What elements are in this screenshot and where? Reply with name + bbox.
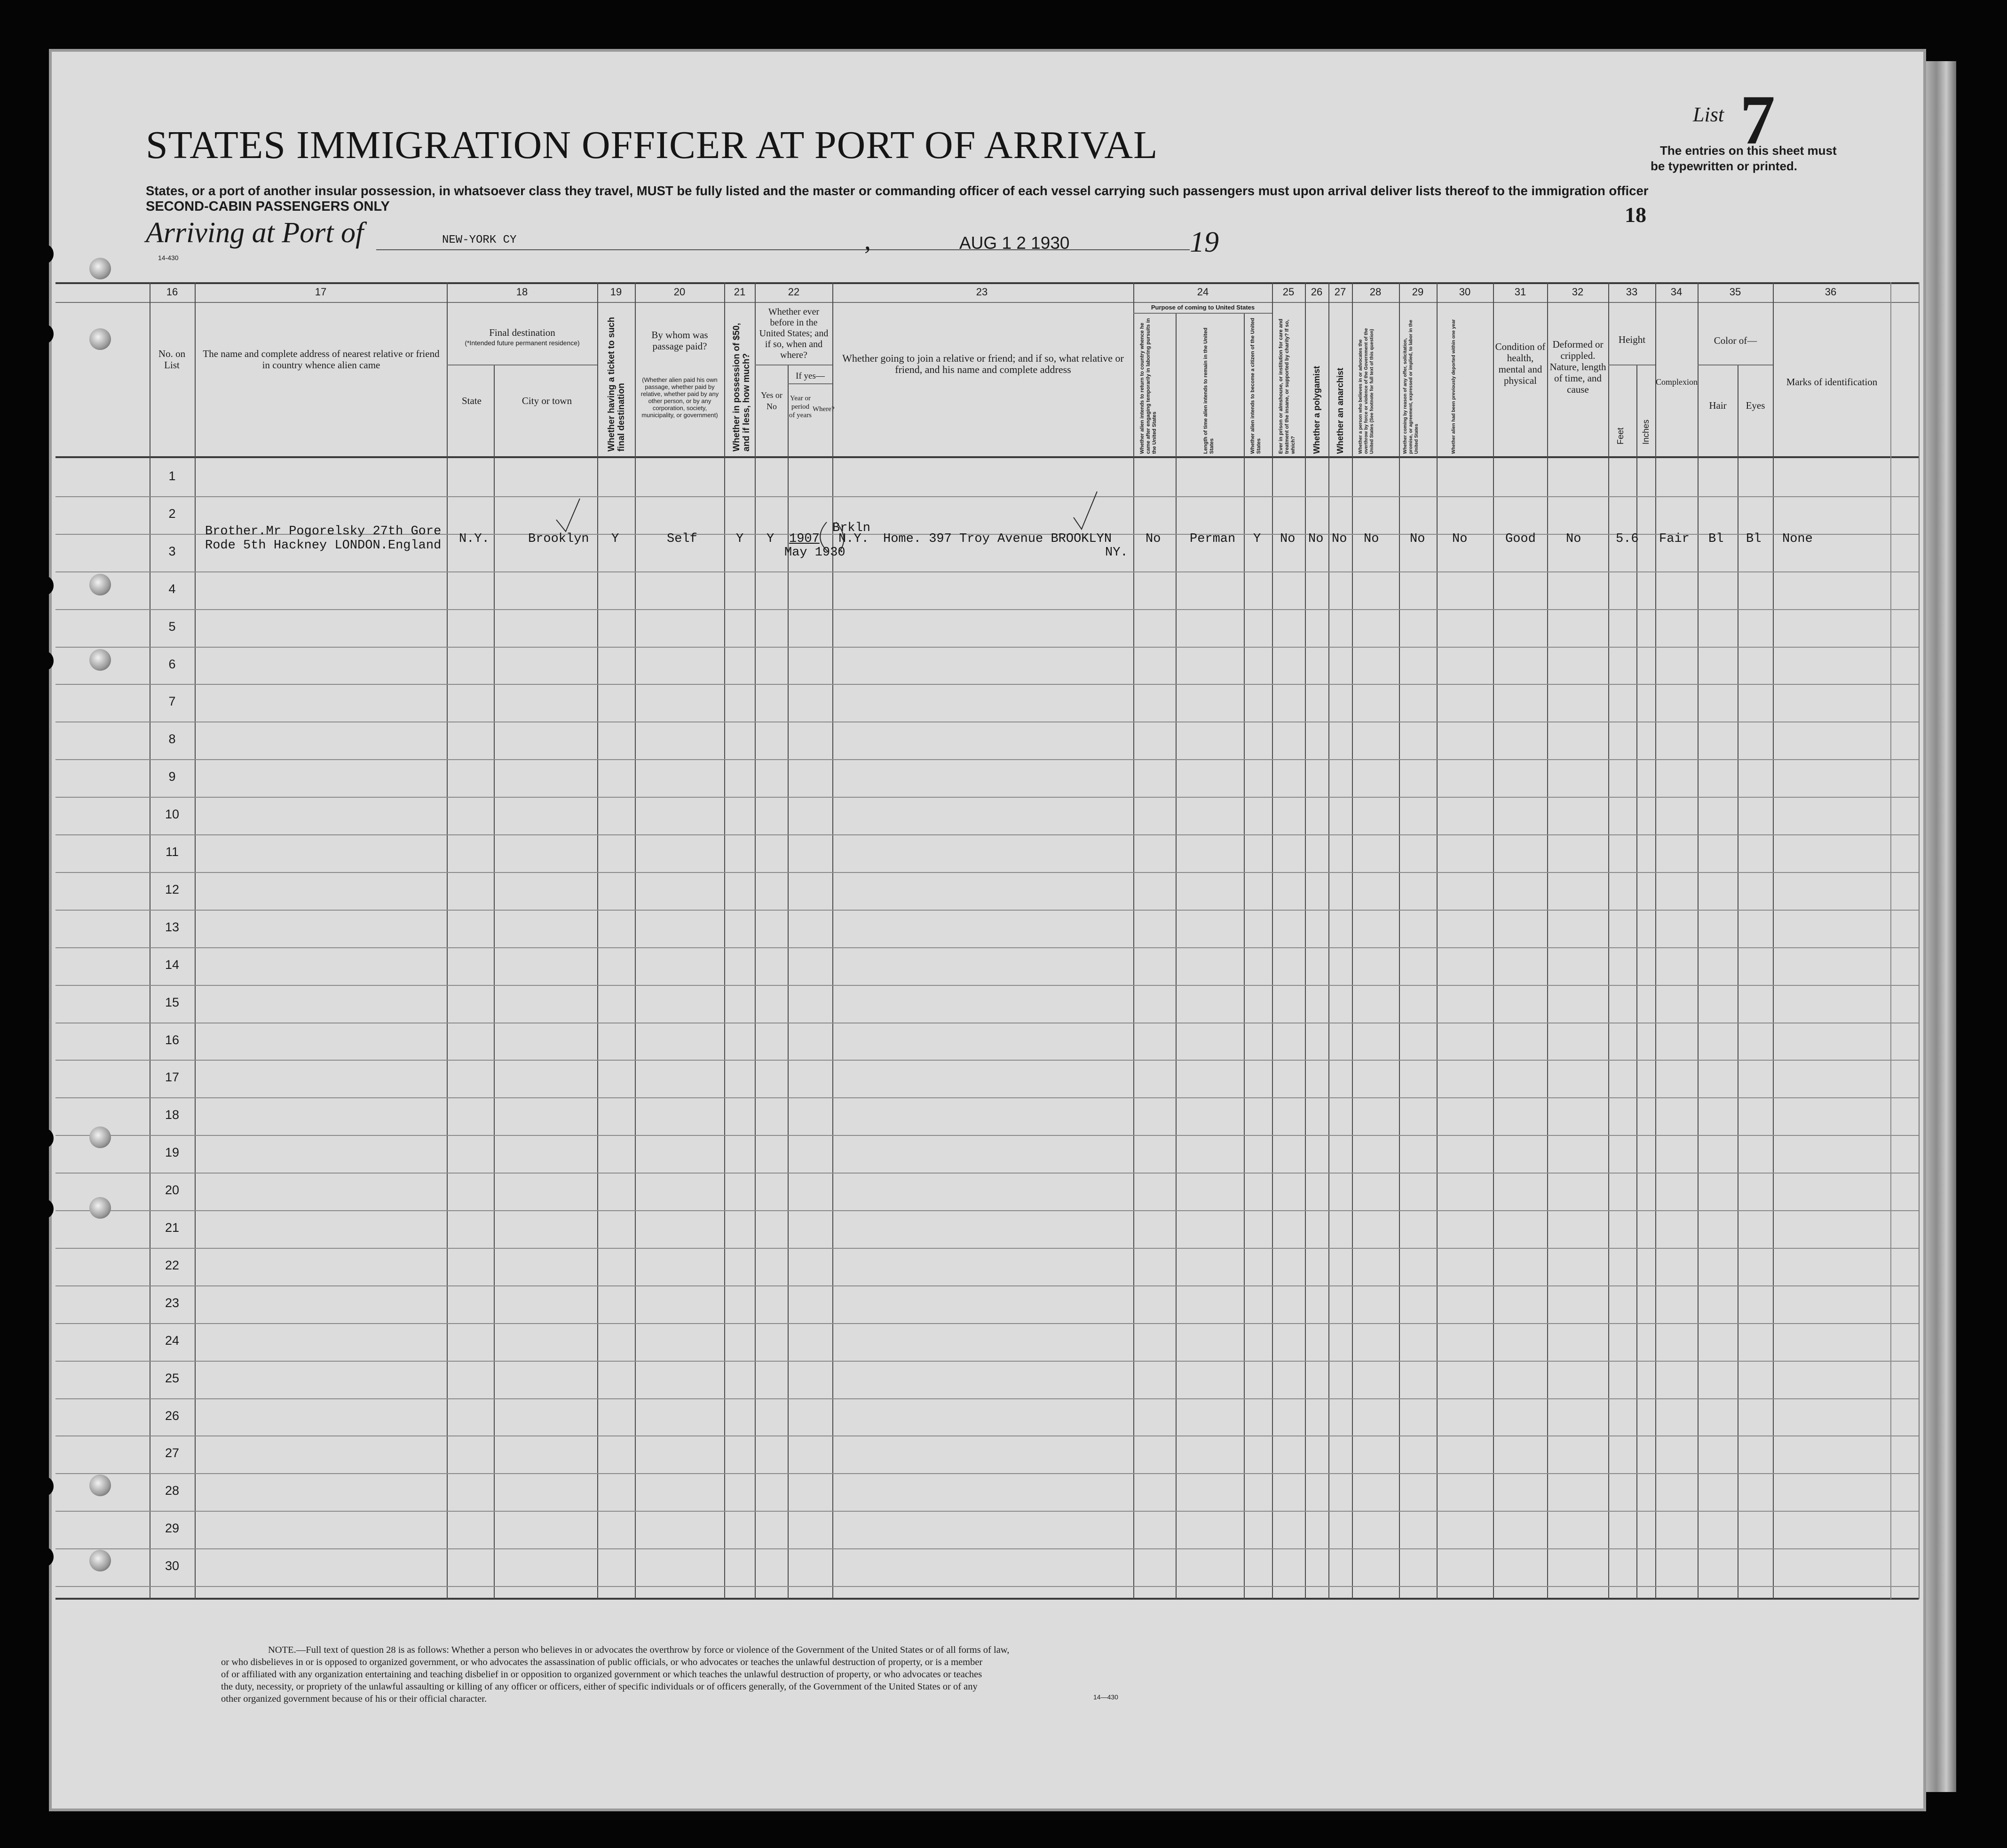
row-number: 13	[165, 920, 180, 934]
row-number: 18	[165, 1108, 180, 1122]
col-border	[597, 282, 598, 1599]
row-number: 27	[165, 1446, 180, 1460]
footnote-line-3: of or affiliated with any organization entertaining and teaching disbelief in or opposition to organized government or which teaches the unlawful destruction of property, or who advocates or teaches	[221, 1669, 982, 1680]
entry-c28: No	[1364, 532, 1379, 546]
col-border	[1636, 365, 1637, 1599]
row-rule	[55, 1398, 1919, 1399]
row-rule	[55, 1586, 1919, 1587]
bracket-mark	[808, 520, 850, 555]
header-c22: Whether ever before in the United States; and if so, when and where?	[759, 307, 829, 360]
entry-c25: No	[1280, 532, 1296, 546]
header-c30: Whether alien had been previously deported within one year	[1451, 319, 1456, 454]
arrival-date: AUG 1 2 1930	[959, 233, 1070, 253]
footnote-line-2: or who disbelieves in or is opposed to organized government, or who advocates the assassination of public officials, or who advocates or teaches the unlawful destruction of property, or is a member	[221, 1657, 983, 1667]
subtitle-line: States, or a port of another insular possession, in whatsoever class they travel, MUST be fully listed and the master or commanding officer of each vessel carrying such passengers must upon arrival deliver lists thereof to the immigration officer	[146, 183, 1649, 198]
entry-before-where-2: N.Y.	[838, 532, 869, 546]
row-number: 24	[165, 1333, 180, 1348]
col-border	[1890, 282, 1891, 1599]
header-c19: Whether having a ticket to such final destination	[607, 317, 626, 452]
sheet-number: 18	[1625, 203, 1646, 227]
punch-hole	[38, 1129, 54, 1148]
header-c22-year: Year or period of years	[789, 395, 812, 419]
entry-c24a: No	[1146, 532, 1161, 546]
entry-relative-line-2: Rode 5th Hackney LONDON.England	[205, 539, 442, 553]
row-number: 6	[168, 657, 176, 671]
row-rule	[55, 947, 1919, 948]
header-bottom-rule	[55, 456, 1919, 458]
row-number: 4	[168, 581, 176, 596]
row-rule	[55, 1511, 1919, 1512]
row-rule	[55, 684, 1919, 685]
punch-hole	[38, 1199, 54, 1218]
header-c31: Condition of health, mental and physical	[1495, 341, 1546, 386]
entry-c26: No	[1308, 532, 1324, 546]
header-c36: Marks of identification	[1786, 376, 1878, 388]
row-number: 10	[165, 807, 180, 822]
entry-c32: No	[1566, 532, 1581, 546]
footnote-line-1: NOTE.—Full text of question 28 is as follows: Whether a person who believes in or advocates the overthrow by force or violence of the Government of the United States or of all forms of law,	[268, 1645, 1010, 1655]
entry-complexion: Fair	[1659, 532, 1690, 546]
col-num-30: 30	[1459, 286, 1471, 298]
binder-hole	[89, 258, 111, 279]
row-number: 29	[165, 1521, 180, 1536]
header-c25: Ever in prison or almshouse, or institution for care and treatment of the insane, or supported by charity? If so, which?	[1278, 318, 1296, 454]
col-num-28: 28	[1369, 286, 1382, 298]
row-number: 28	[165, 1483, 180, 1498]
entry-eyes: Bl	[1746, 532, 1762, 546]
binder-hole	[89, 1550, 111, 1571]
col-border	[494, 365, 495, 1599]
header-c17: The name and complete address of nearest relative or friend in country whence alien came	[203, 348, 440, 371]
col-num-27: 27	[1334, 286, 1346, 298]
row-number: 17	[165, 1070, 180, 1085]
header-c22-ifyes: If yes—	[796, 371, 825, 381]
col-num-18: 18	[516, 286, 528, 298]
col-border	[755, 282, 756, 1599]
row-rule	[55, 1060, 1919, 1061]
header-c18-note: (*Intended future permanent residence)	[465, 339, 580, 347]
col-border	[1437, 282, 1438, 1599]
col-border	[1176, 313, 1177, 1599]
header-c29: Whether coming by reason of any offer, solicitation, promise, or agreement, expressed or implied, to labor in the United States	[1403, 319, 1419, 454]
punch-hole	[38, 576, 54, 595]
checkmark-city	[554, 496, 582, 534]
row-rule	[55, 1323, 1919, 1324]
header-c24a: Whether alien intends to return to country whence he came after engaging temporarily in laboring pursuits in the United States	[1139, 318, 1157, 454]
sheet-instruction-line-1: The entries on this sheet must	[1660, 143, 1837, 158]
row-rule	[55, 1285, 1919, 1286]
entry-money: Y	[736, 532, 744, 546]
col-border	[724, 282, 725, 1599]
form-code: 14-430	[158, 254, 179, 262]
header-c35-eyes: Eyes	[1746, 400, 1765, 411]
header-c26: Whether a polygamist	[1312, 365, 1321, 454]
entry-state: N.Y.	[459, 532, 490, 546]
binder-hole	[89, 574, 111, 595]
entry-relative-line-1: Brother.Mr Pogorelsky 27th Gore	[205, 524, 442, 539]
col-border	[447, 282, 448, 1599]
row-number: 15	[165, 995, 180, 1009]
row-rule	[55, 1361, 1919, 1362]
col-border	[1305, 282, 1306, 1599]
col-border	[195, 282, 196, 1599]
binder-hole	[89, 1475, 111, 1496]
col-border	[832, 282, 833, 1599]
row-rule	[55, 834, 1919, 835]
col-num-17: 17	[315, 286, 327, 298]
punch-hole	[38, 1477, 54, 1496]
row-rule	[55, 910, 1919, 911]
header-c35: Color of—	[1714, 335, 1757, 346]
row-rule	[55, 759, 1919, 760]
arriving-label: Arriving at Port of	[146, 217, 364, 249]
col-border	[1352, 282, 1353, 1599]
column-number-rule	[55, 302, 1919, 303]
entry-joining-2: NY.	[1105, 546, 1128, 560]
col-border	[1655, 282, 1656, 1599]
col-num-26: 26	[1311, 286, 1323, 298]
header-c20: By whom was passage paid?	[651, 329, 708, 352]
entry-c24b: Perman	[1190, 532, 1236, 546]
sheet-instruction-line-2: be typewritten or printed.	[1651, 159, 1798, 173]
entry-joining: Home. 397 Troy Avenue BROOKLYN	[883, 532, 1112, 546]
col-border	[1133, 282, 1134, 1599]
entry-before-yes: Y	[766, 532, 774, 546]
port-comma: ,	[864, 226, 871, 255]
row-rule	[55, 1473, 1919, 1474]
row-rule	[55, 797, 1919, 798]
entry-city: Brooklyn	[528, 532, 589, 546]
checkmark-joining	[1071, 489, 1099, 531]
row-rule	[55, 1248, 1919, 1249]
col-border	[1608, 282, 1609, 1599]
header-c16: No. on List	[158, 348, 186, 371]
row-number: 20	[165, 1183, 180, 1198]
page-title: STATES IMMIGRATION OFFICER AT PORT OF ARRIVAL	[146, 123, 1158, 167]
col-border	[1244, 313, 1245, 1599]
entry-paid-by: Self	[667, 532, 697, 546]
row-number: 25	[165, 1371, 180, 1385]
header-c35-hair: Hair	[1709, 400, 1727, 411]
col-border	[635, 282, 636, 1599]
punch-hole	[38, 325, 54, 343]
row-number: 16	[165, 1032, 180, 1047]
header-c24b: Length of time alien intends to remain in the United States	[1203, 327, 1215, 454]
punch-hole	[38, 245, 54, 263]
header-c24c: Whether alien intends to become a citizen of the United States	[1250, 317, 1262, 454]
stacked-page-edges	[1923, 61, 1956, 1792]
header-c21: Whether in possession of $50, and if less, how much?	[732, 323, 751, 452]
c22-ifyes-rule	[788, 383, 832, 384]
binder-hole	[89, 1126, 111, 1148]
entry-c24c: Y	[1253, 532, 1261, 546]
col-num-29: 29	[1412, 286, 1424, 298]
row-number: 21	[165, 1221, 180, 1235]
row-rule	[55, 985, 1919, 986]
row-number: 9	[168, 769, 176, 784]
row-rule	[55, 496, 1919, 497]
header-c23: Whether going to join a relative or friend; and if so, what relative or friend, and his name and complete address	[842, 352, 1124, 375]
col-num-25: 25	[1282, 286, 1295, 298]
footnote-line-5: other organized government because of his or their official character.	[221, 1694, 487, 1704]
row-rule	[55, 1548, 1919, 1549]
col-border	[1547, 282, 1548, 1599]
row-rule	[55, 1135, 1919, 1136]
punch-hole	[38, 1547, 54, 1566]
row-number: 12	[165, 882, 180, 896]
list-number: 7	[1740, 81, 1775, 159]
footnote-line-4: the duty, necessity, or propriety of the unlawful assaulting or killing of any officer or officers, either of specific individuals or of officers generally, of the Government of the United States or of any	[221, 1681, 978, 1692]
header-c20-note: (Whether alien paid his own passage, whether paid by relative, whether paid by any other person, or by any corporation, society, municipality, or government)	[640, 376, 719, 419]
manifest-sheet	[52, 52, 1923, 1808]
table-top-rule	[55, 282, 1919, 284]
punch-hole	[38, 651, 54, 670]
row-number: 14	[165, 957, 180, 972]
col-border	[1493, 282, 1494, 1599]
header-c33-inches: Inches	[1641, 419, 1651, 444]
header-c28: Whether a person who believes in or advocates the overthrow by force or violence of the Government of the United States (See footnote for full text of this question)	[1358, 328, 1375, 454]
row-number: 8	[168, 732, 176, 746]
col-num-16: 16	[166, 286, 178, 298]
row-number: 7	[168, 694, 176, 709]
entry-c27: No	[1332, 532, 1347, 546]
header-c22-where: Where?	[813, 405, 835, 413]
entry-c31: Good	[1505, 532, 1536, 546]
c24-subrule	[1133, 313, 1272, 314]
col-num-34: 34	[1670, 286, 1683, 298]
col-border	[1399, 282, 1400, 1599]
row-rule	[55, 609, 1919, 610]
row-number: 11	[165, 845, 179, 859]
col-num-22: 22	[788, 286, 800, 298]
footnote-code: 14—430	[1093, 1693, 1118, 1701]
port-underline	[376, 249, 917, 250]
binder-hole	[89, 328, 111, 350]
entry-height: 5.6	[1616, 532, 1639, 546]
col-num-21: 21	[734, 286, 746, 298]
row-number: 2	[168, 506, 176, 521]
year-prefix: 19	[1190, 226, 1219, 258]
col-border	[1773, 282, 1774, 1599]
header-c27: Whether an anarchist	[1335, 367, 1345, 454]
row-rule	[55, 872, 1919, 873]
header-c18-state: State	[462, 395, 482, 406]
col-num-33: 33	[1626, 286, 1638, 298]
row-rule	[55, 1097, 1919, 1098]
col-num-31: 31	[1514, 286, 1526, 298]
row-number: 5	[168, 619, 176, 634]
binder-hole	[89, 649, 111, 671]
header-c33: Height	[1618, 334, 1646, 345]
col-border	[1698, 282, 1699, 1599]
list-label: List	[1693, 103, 1724, 126]
port-of-arrival: NEW-YORK CY	[442, 234, 517, 246]
col-num-32: 32	[1572, 286, 1584, 298]
row-number: 26	[165, 1408, 180, 1423]
row-number: 22	[165, 1258, 180, 1272]
row-rule	[55, 1210, 1919, 1211]
entry-marks: None	[1782, 532, 1813, 546]
entry-before-year: 1907	[789, 532, 820, 546]
col-num-36: 36	[1825, 286, 1837, 298]
entry-before-period: May 1930	[784, 546, 845, 560]
entry-hair: Bl	[1708, 532, 1724, 546]
row-number: 3	[168, 544, 176, 558]
header-c22-yesno: Yes or No	[761, 390, 782, 411]
manifest-table	[55, 282, 1923, 1670]
row-number: 1	[168, 469, 176, 483]
table-bottom-rule	[55, 1598, 1919, 1600]
col-border	[1328, 282, 1329, 1599]
header-c32: Deformed or crippled. Nature, length of time, and cause	[1549, 339, 1606, 395]
header-c18-city: City or town	[522, 395, 572, 406]
row-number: 23	[165, 1295, 180, 1310]
row-rule	[55, 1173, 1919, 1174]
row-rule	[55, 647, 1919, 648]
entry-c30: No	[1452, 532, 1468, 546]
col-num-19: 19	[610, 286, 622, 298]
entry-ticket: Y	[611, 532, 619, 546]
row-number: 19	[165, 1145, 180, 1160]
row-rule	[55, 571, 1919, 572]
col-num-23: 23	[976, 286, 988, 298]
col-num-35: 35	[1729, 286, 1741, 298]
class-line: SECOND-CABIN PASSENGERS ONLY	[146, 199, 390, 214]
binder-hole	[89, 1197, 111, 1219]
col-border	[1919, 282, 1920, 1599]
header-c18: Final destination	[489, 327, 555, 338]
col-border	[1272, 282, 1273, 1599]
col-num-20: 20	[673, 286, 686, 298]
header-c34: Complexion	[1656, 377, 1698, 387]
col-num-24: 24	[1197, 286, 1209, 298]
entry-before-where: Brkln	[832, 521, 871, 535]
row-number: 30	[165, 1559, 180, 1573]
header-c24: Purpose of coming to United States	[1151, 304, 1255, 311]
header-c33-feet: Feet	[1616, 427, 1625, 444]
entry-c29: No	[1410, 532, 1425, 546]
